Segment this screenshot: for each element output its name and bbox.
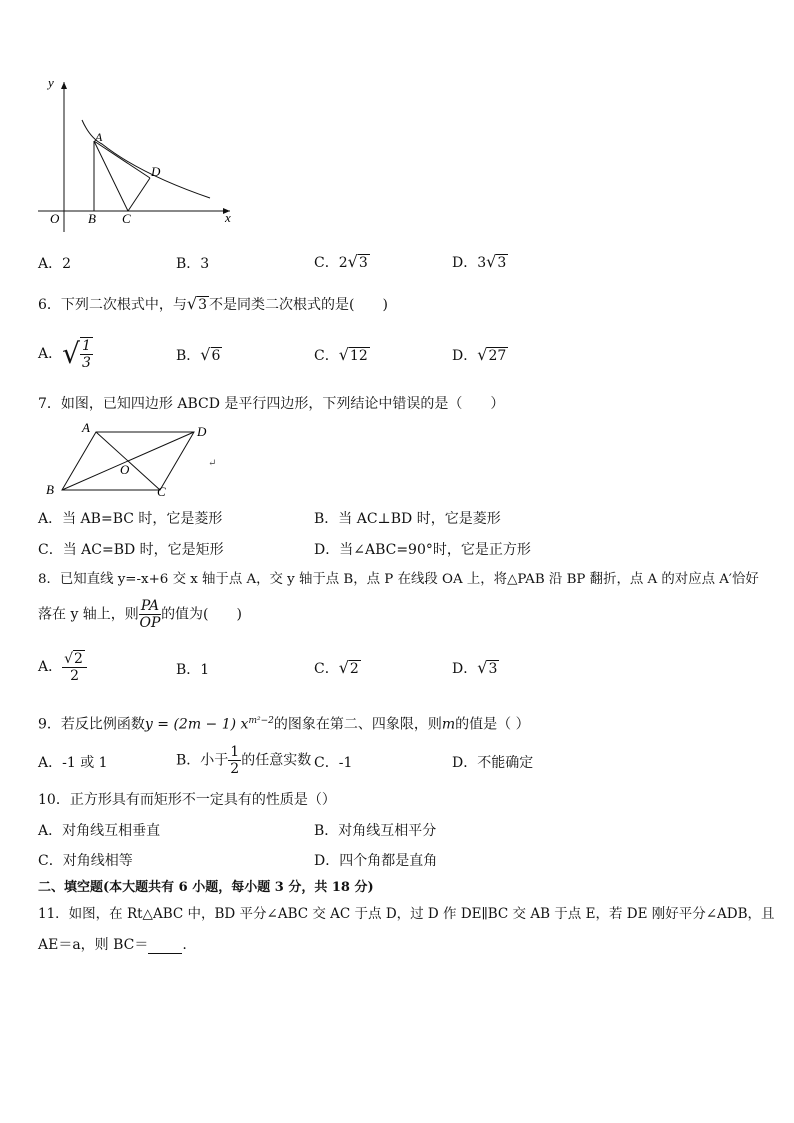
q8-option-c-label: C． — [314, 661, 339, 677]
diagonal-BD — [62, 432, 194, 490]
label-O: O — [120, 462, 130, 477]
q6-option-a-numerator: 1 — [81, 338, 91, 354]
q6-option-d[interactable]: D．√27 — [452, 345, 507, 364]
label-B: B — [88, 211, 96, 226]
q5-option-c-radicand: 3 — [358, 255, 368, 271]
q9-stem-end: 的值是（ ） — [455, 716, 530, 733]
q6-option-c-label: C． — [314, 348, 339, 364]
q9-formula: y = (2m − 1) x — [144, 716, 249, 733]
q7-option-d[interactable]: D．当∠ABC=90°时，它是正方形 — [314, 542, 531, 558]
q6-stem-radicand: 3 — [198, 297, 208, 313]
q9-option-b-pre: B．小于 — [176, 752, 229, 769]
q9-option-c[interactable]: C．-1 — [314, 755, 353, 771]
q6-option-b-radicand: 6 — [211, 348, 221, 364]
figure-hyperbola — [30, 74, 240, 234]
segment-CD — [128, 178, 150, 211]
q6-option-c[interactable]: C．√12 — [314, 345, 368, 364]
label-A: A — [82, 420, 90, 435]
q7-option-c[interactable]: C．当 AC=BD 时，它是矩形 — [38, 542, 224, 558]
q7-option-b[interactable]: B．当 AC⊥BD 时，它是菱形 — [314, 511, 501, 527]
q10-option-c[interactable]: C．对角线相等 — [38, 853, 133, 869]
return-mark: ↵ — [208, 458, 217, 469]
q8-stem-line2 — [38, 598, 242, 631]
q10-option-d[interactable]: D．四个角都是直角 — [314, 853, 438, 869]
q11-stem-line1: 11．如图，在 Rt△ABC 中，BD 平分∠ABC 交 AC 于点 D，过 D 作 DE∥BC 交 AB 于点 E，若 DE 刚好平分∠ADB，且 — [38, 906, 775, 922]
segment-AC — [94, 141, 128, 211]
q5-option-c[interactable]: C．2√3 — [314, 252, 368, 271]
q6-stem: 6．下列二次根式中，与√3 不是同类二次根式的是( ) — [38, 294, 388, 313]
q6-option-d-label: D． — [452, 348, 478, 364]
q6-stem-post: 不是同类二次根式的是( ) — [209, 297, 388, 313]
q5-option-d-radicand: 3 — [497, 255, 507, 271]
q5-option-c-prefix: C．2 — [314, 255, 348, 271]
q5-option-b[interactable]: B．3 — [176, 256, 210, 272]
q8-stem-line1: 8．已知直线 y=-x+6 交 x 轴于点 A，交 y 轴于点 B，点 P 在线段 OA 上，将△PAB 沿 BP 翻折，点 A 的对应点 A′恰好 — [38, 572, 759, 587]
q8-stem-line2-post: 的值为( ) — [161, 606, 242, 623]
label-y: y — [48, 75, 54, 90]
q9-stem-post: 的图象在第二、四象限，则 — [273, 716, 442, 733]
q11-stem-line2-pre: AE＝a，则 BC＝ — [38, 937, 149, 953]
label-D: D — [197, 424, 207, 439]
q10-option-a[interactable]: A．对角线互相垂直 — [38, 823, 161, 839]
q7-option-a[interactable]: A．当 AB=BC 时，它是菱形 — [38, 511, 223, 527]
q9-exponent: m²−2 — [248, 716, 274, 726]
label-O: O — [50, 211, 60, 226]
q9-option-b-numerator: 1 — [230, 744, 240, 760]
q6-option-a-label: A． — [38, 346, 63, 362]
q8-option-c[interactable]: C．√2 — [314, 658, 359, 677]
q5-option-d-prefix: D．3 — [452, 255, 487, 271]
q6-option-a[interactable]: A．√ $\frac{1}{3}$ — [38, 337, 91, 371]
q5-option-d[interactable]: D．3√3 — [452, 252, 507, 271]
y-axis-arrow — [61, 82, 67, 89]
q6-stem-pre: 6．下列二次根式中，与 — [38, 297, 187, 313]
q8-option-c-radicand: 2 — [349, 661, 359, 677]
q11-stem-line2-post: . — [182, 937, 187, 953]
q10-option-b[interactable]: B．对角线互相平分 — [314, 823, 437, 839]
q6-option-c-radicand: 12 — [349, 348, 368, 364]
q9-option-b-post: 的任意实数 — [241, 752, 312, 769]
q11-answer-blank[interactable] — [148, 939, 182, 954]
label-B: B — [46, 482, 54, 497]
q8-option-b[interactable]: B．1 — [176, 662, 210, 678]
label-D: D — [151, 164, 161, 179]
q6-option-d-radicand: 27 — [488, 348, 507, 364]
q9-option-b[interactable] — [176, 744, 311, 777]
q8-option-a-denominator: 2 — [70, 668, 79, 684]
q8-option-a[interactable]: A． $\frac{√2}{2}$ — [38, 650, 87, 684]
q9-option-b-denominator: 2 — [230, 761, 240, 777]
label-C: C — [122, 211, 131, 226]
q9-var: m — [441, 716, 456, 733]
figure-parallelogram — [40, 418, 230, 502]
q10-stem: 10．正方形具有而矩形不一定具有的性质是（） — [38, 792, 336, 808]
q9-option-d[interactable]: D．不能确定 — [452, 755, 534, 771]
q8-option-a-radicand: 2 — [74, 651, 83, 667]
q9-option-a[interactable]: A．-1 或 1 — [38, 755, 108, 771]
q11-stem-line2 — [38, 936, 187, 954]
q6-option-a-denominator: 3 — [81, 355, 91, 371]
section-fill-in-heading: 二、填空题(本大题共有 6 小题，每小题 3 分，共 18 分) — [38, 880, 374, 895]
q8-option-a-label: A． — [38, 659, 63, 675]
q8-fraction-denominator: OP — [139, 615, 161, 631]
segment-AD — [94, 141, 150, 178]
q8-option-d-radicand: 3 — [488, 661, 498, 677]
label-C: C — [157, 484, 166, 499]
q8-fraction-numerator: PA — [140, 598, 160, 614]
q8-option-d[interactable]: D．√3 — [452, 658, 498, 677]
label-x: x — [225, 210, 231, 225]
q9-stem — [38, 712, 530, 734]
q9-stem-pre: 9．若反比例函数 — [38, 716, 145, 733]
q6-option-b-label: B． — [176, 348, 201, 364]
q8-option-d-label: D． — [452, 661, 478, 677]
q7-stem: 7．如图，已知四边形 ABCD 是平行四边形，下列结论中错误的是（ ） — [38, 396, 505, 412]
q6-option-b[interactable]: B．√6 — [176, 345, 221, 364]
label-A: A — [95, 130, 103, 144]
q5-option-a[interactable]: A．2 — [38, 256, 72, 272]
q8-stem-line2-pre: 落在 y 轴上，则 — [38, 606, 139, 623]
